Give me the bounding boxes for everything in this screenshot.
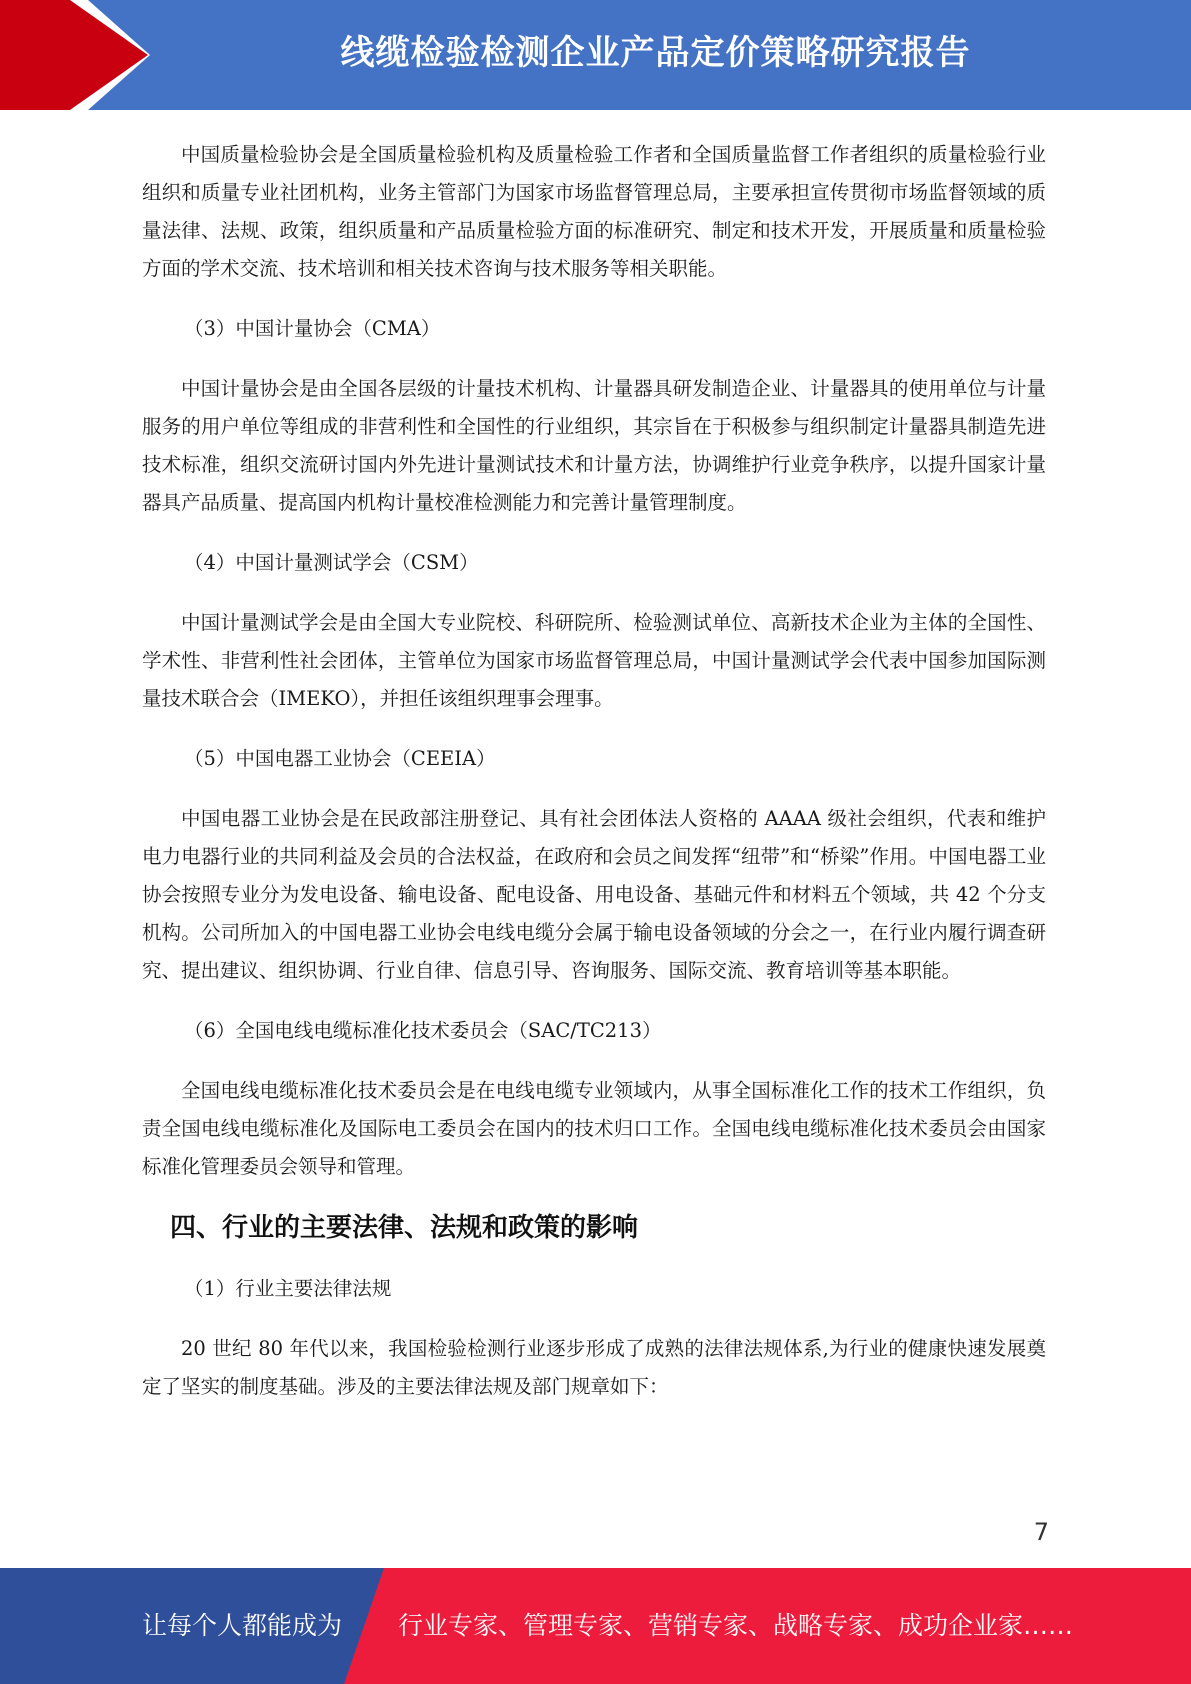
paragraph-laws: 20 世纪 80 年代以来，我国检验检测行业逐步形成了成熟的法律法规体系,为行业的健康快速发展奠定了坚实的制度基础。涉及的主要法律法规及部门规章如下： — [142, 1337, 1046, 1398]
subheading-sac-tc213: （6）全国电线电缆标准化技术委员会（SAC/TC213） — [184, 1019, 662, 1042]
paragraph-cma: 中国计量协会是由全国各层级的计量技术机构、计量器具研发制造企业、计量器具的使用单位与计量服务的用户单位等组成的非营利性和全国性的行业组织，其宗旨在于积极参与组织制定计量器具制造先进技术标准，组织交流研讨国内外先进计量测试技术和计量方法，协调维护行业竞争秩序，以提升国家计量器具产品质量、提高国内机构计量校准检测能力和完善计量管理制度。 — [142, 377, 1046, 514]
footer-slogan-right: 行业专家、管理专家、营销专家、战略专家、成功企业家…… — [398, 1611, 1074, 1640]
subheading-laws: （1）行业主要法律法规 — [184, 1277, 392, 1300]
subheading-csm: （4）中国计量测试学会（CSM） — [184, 551, 479, 574]
subheading-cma: （3）中国计量协会（CMA） — [184, 317, 441, 340]
subheading-ceeia: （5）中国电器工业协会（CEEIA） — [184, 747, 496, 770]
report-body — [142, 136, 1046, 1428]
footer-slogan-left: 让每个人都能成为 — [142, 1611, 343, 1640]
paragraph-ceeia: 中国电器工业协会是在民政部注册登记、具有社会团体法人资格的 AAAA 级社会组织，代表和维护电力电器行业的共同利益及会员的合法权益，在政府和会员之间发挥“纽带”和“桥梁”作用。中国电器工业协会按照专业分为发电设备、输电设备、配电设备、用电设备、基础元件和材料五个领域，共 42 个分支机构。公司所加入的中国电器工业协会电线电缆分会属于输电设备领域的分会之一，在行业内履行调查研究、提出建议、组织协调、行业自律、信息引导、咨询服务、国际交流、教育培训等基本职能。 — [142, 807, 1046, 982]
report-header-banner — [0, 0, 1191, 110]
paragraph-cqia: 中国质量检验协会是全国质量检验机构及质量检验工作者和全国质量监督工作者组织的质量检验行业组织和质量专业社团机构，业务主管部门为国家市场监督管理总局，主要承担宣传贯彻市场监督领域的质量法律、法规、政策，组织质量和产品质量检验方面的标准研究、制定和技术开发，开展质量和质量检验方面的学术交流、技术培训和相关技术咨询与技术服务等相关职能。 — [142, 143, 1046, 280]
page-number: 7 — [1033, 1518, 1049, 1546]
header-chevron-icon — [0, 0, 160, 110]
report-title: 线缆检验检测企业产品定价策略研究报告 — [340, 33, 971, 73]
section-heading-laws-policies: 四、行业的主要法律、法规和政策的影响 — [170, 1213, 639, 1243]
report-footer-banner — [0, 1568, 1191, 1684]
paragraph-sac-tc213: 全国电线电缆标准化技术委员会是在电线电缆专业领域内，从事全国标准化工作的技术工作组织，负责全国电线电缆标准化及国际电工委员会在国内的技术归口工作。全国电线电缆标准化技术委员会由国家标准化管理委员会领导和管理。 — [142, 1079, 1046, 1178]
paragraph-csm: 中国计量测试学会是由全国大专业院校、科研院所、检验测试单位、高新技术企业为主体的全国性、学术性、非营利性社会团体，主管单位为国家市场监督管理总局，中国计量测试学会代表中国参加国际测量技术联合会（IMEKO），并担任该组织理事会理事。 — [142, 611, 1046, 710]
